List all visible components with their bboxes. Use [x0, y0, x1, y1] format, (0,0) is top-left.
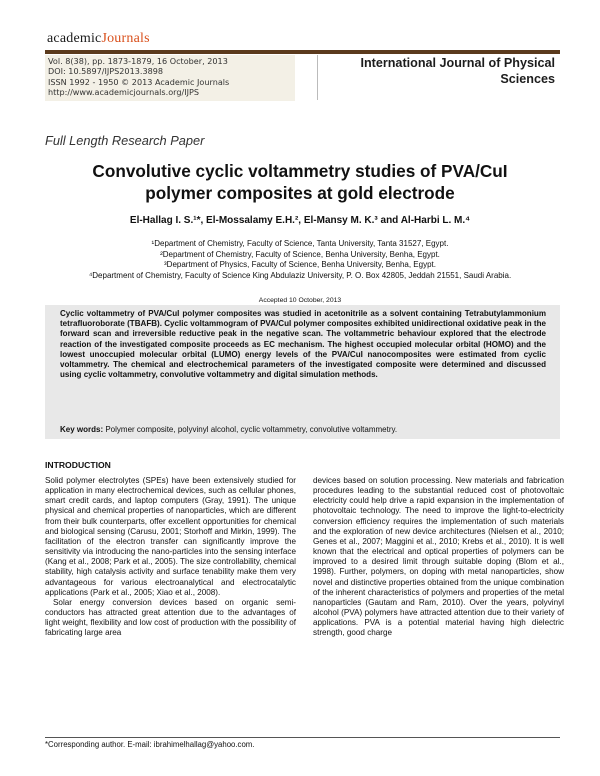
corresponding-author-footnote: *Corresponding author. E-mail: ibrahimelhallag@yahoo.com.: [45, 740, 255, 749]
affiliation-2: ²Department of Chemistry, Faculty of Science, Benha University, Benha, Egypt.: [160, 249, 440, 259]
meta-issn: ISSN 1992 - 1950 © 2013 Academic Journals: [48, 76, 230, 87]
journal-metadata: [48, 56, 229, 97]
affiliations: [20, 239, 580, 281]
publisher-logo: [47, 31, 150, 47]
journal-name-line2: Sciences: [500, 72, 555, 86]
right-paragraph-1: devices based on solution processing. New materials and fabrication procedures leading to the substantial reduced cost of photovoltaic electricity could help drive a rapid expansion in the implementation of photovoltaic technology. The need to improve the light-to-electricity conversion efficiency requires the implementation of such materials and the exploration of new device architectures (Nielsen et al., 2010; Genes et al., 2007; Maggini et al., 2010; Krebs et al., 2010). It is well known that the electrical and optical properties of polymers can be improved to a desired limit through suitable doping (Blom et al., 1998). Further, polymers, on doping with metal nanoparticles, show novel and distinctive properties obtained from the unique combination of the inherent characteristics of polymers and properties of the metal nanoparticles (Gautam and Ram, 2010). Over the years, polyvinyl alcohol (PVA) polymers have attracted attention due to their variety of applications. PVA is a potential material having high dielectric strength, good charge: [313, 476, 564, 638]
left-column: [45, 476, 296, 639]
journal-name: [335, 55, 555, 87]
meta-doi: DOI: 10.5897/IJPS2013.3898: [48, 66, 164, 77]
left-paragraph-1: Solid polymer electrolytes (SPEs) have been extensively studied for application in many electrochemical devices, such as cellular phones, smart credit cards, and laptop computers (Gray, 1991). The unique physical and chemical properties of nanoparticles, which are different from their bulk counterparts, offer excellent opportunities for chemical and biological sensing (Carusu, 2001; Storhoff and Mirkin, 1999). The facilitation of the electron transfer can significantly improve the sensitivity via introducing the nano-particles into the sensing interface (Kang et al., 2008; Park et al., 2005). The size controllability, chemical stability, high catalysis activity and surface tenability make them very advantageous for various electroanalytical and electrocatalytic applications (Park et al., 2005; Xiao et al., 2008).: [45, 476, 296, 597]
affiliation-4: ⁴Department of Chemistry, Faculty of Science King Abdulaziz University, P. O. Box 42805, Jeddah 21551, Saudi Arabia.: [88, 270, 512, 280]
accepted-date: Accepted 10 October, 2013: [258, 297, 342, 304]
affiliation-1: ¹Department of Chemistry, Faculty of Science, Tanta University, Tanta 31527, Egypt.: [151, 239, 449, 248]
article-type: Full Length Research Paper: [45, 133, 205, 148]
header-divider: [45, 50, 560, 54]
abstract-text: Cyclic voltammetry of PVA/CuI polymer composites was studied in acetonitrile as a solvent containing Tetrabutylammonium tetrafluoroborate (TBAFB). Cyclic voltammogram of PVA/CuI polymer composites exhibited unidirectional oxidative peak in the forward scan and irreversible reductive peak in the negative scan. The voltammetric behaviour explored that the electrode reaction of the investigated composite proceeds as EC mechanism. The highest occupied molecular orbital (HOMO) and the lowest unoccupied molecular orbital (LUMO) energy levels of the PVA/CuI nanocomposites were estimated from cyclic voltammetry. The chemical and electrochemical parameters of the investigated composite were determined and discussed using cyclic voltammetry, convolutive voltammetry and digital simulation methods.: [60, 309, 546, 380]
section-heading-introduction: INTRODUCTION: [45, 460, 111, 470]
meta-volume: Vol. 8(38), pp. 1873-1879, 16 October, 2013: [48, 56, 228, 66]
footnote-divider: [45, 737, 560, 738]
left-paragraph-2: Solar energy conversion devices based on organic semi-conductors has attracted great attention due to the advantages of light weight, flexibility and low cost of production with the possibility of fabricating large area: [45, 597, 296, 638]
title-line1: Convolutive cyclic voltammetry studies of PVA/CuI: [92, 161, 508, 181]
journal-name-line1: International Journal of Physical: [360, 56, 555, 70]
article-title: [40, 160, 560, 204]
affiliation-3: ³Department of Physics, Faculty of Science, Benha University, Benha, Egypt.: [164, 260, 436, 269]
meta-url[interactable]: http://www.academicjournals.org/IJPS: [48, 86, 199, 97]
logo-suffix: Journals: [101, 31, 150, 46]
keywords: [60, 425, 550, 434]
author-list: El-Hallag I. S.¹*, El-Mossalamy E.H.², El-Mansy M. K.³ and Al-Harbi L. M.⁴: [129, 215, 471, 226]
logo-prefix: academic: [47, 31, 102, 46]
keywords-list: Polymer composite, polyvinyl alcohol, cyclic voltammetry, convolutive voltammetry.: [103, 425, 398, 434]
right-column: [313, 476, 564, 639]
title-line2: polymer composites at gold electrode: [145, 183, 455, 203]
header-separator: [317, 55, 318, 100]
keywords-label: Key words:: [60, 425, 104, 434]
